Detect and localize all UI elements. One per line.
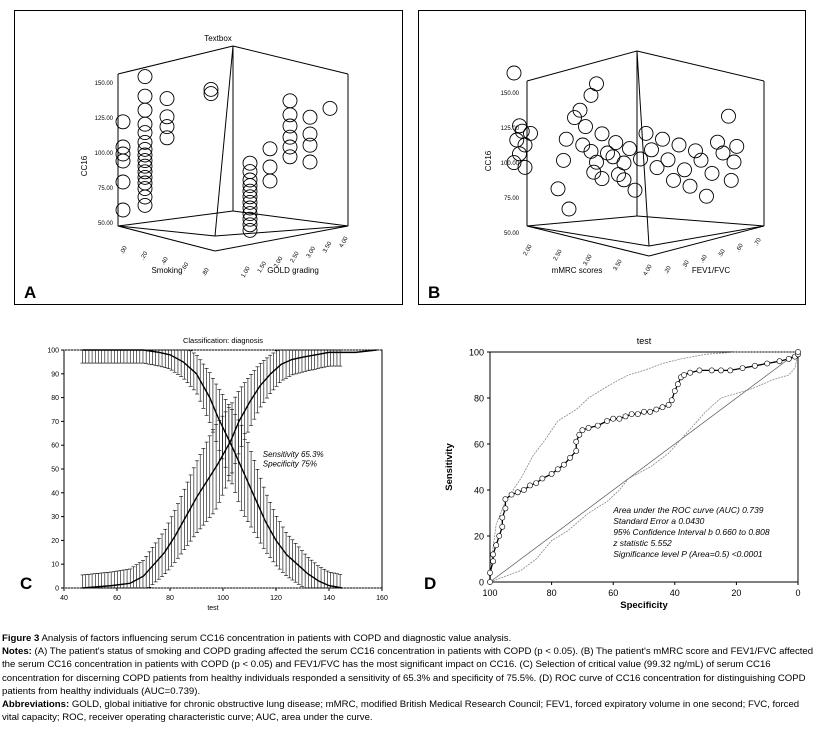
x-tick-label: 40 (60, 595, 68, 602)
roc-point (490, 559, 495, 564)
y-tick-label: 50 (51, 466, 59, 474)
data-point (724, 173, 738, 187)
roc-point (728, 368, 733, 373)
data-point (138, 198, 152, 212)
y-tick-label: 20 (473, 531, 484, 542)
x-tick-label: 60 (608, 588, 619, 598)
roc-point (503, 506, 508, 511)
annotation-0: Sensitivity 65.3% (262, 450, 324, 460)
box-edge (215, 226, 348, 236)
abbreviations-text: GOLD, global initiative for chronic obstructive lung disease; mMRC, modified British Medical Research Council; FEV1, forced expiratory volume in one second; FVC, forced vital capacity; ROC, receiver operating characteristic curve; AUC, area under the curve. (2, 699, 800, 724)
scatter-3d-mmrc-fev1 (419, 11, 805, 304)
data-point (283, 150, 297, 164)
box-edge (527, 51, 637, 81)
data-point (507, 66, 521, 80)
y-tick-label: 70 (51, 418, 59, 426)
specificity-line (83, 350, 343, 588)
z-tick-label: 4.00 (338, 235, 350, 250)
y-tick-label: 20 (51, 537, 59, 545)
roc-point (604, 418, 609, 423)
data-point (138, 70, 152, 84)
panel-label-b: B (428, 283, 441, 302)
y-tick-label: 100 (47, 347, 59, 355)
roc-curve-plot (418, 330, 804, 616)
roc-point (567, 455, 572, 460)
y-tick-label: 75.00 (503, 196, 519, 202)
roc-point (595, 423, 600, 428)
roc-point (688, 370, 693, 375)
roc-point (666, 402, 671, 407)
chart-title: test (636, 336, 652, 346)
z-tick-label: 1.50 (256, 260, 268, 275)
data-point (562, 202, 576, 216)
data-point (204, 87, 218, 101)
data-point (138, 89, 152, 103)
y-axis-label: CC16 (484, 150, 493, 172)
x-axis-label: Specificity (620, 600, 668, 611)
z-tick-label: .70 (753, 237, 763, 248)
y-tick-label: 30 (51, 514, 59, 522)
x-axis-label: Smoking (151, 266, 183, 275)
x-tick-label: 100 (482, 588, 498, 598)
panel-c (14, 330, 401, 616)
x-tick-label: 3.50 (612, 258, 624, 273)
data-point (667, 173, 681, 187)
data-point (683, 179, 697, 193)
data-point (700, 189, 714, 203)
data-point (661, 153, 675, 167)
box-edge (215, 46, 233, 236)
roc-point (675, 382, 680, 387)
data-point (303, 110, 317, 124)
y-tick-label: 60 (51, 442, 59, 450)
data-point (557, 153, 571, 167)
caption-notes (2, 645, 818, 698)
x-tick-label: .00 (119, 245, 129, 256)
data-point (628, 183, 642, 197)
data-point (138, 190, 152, 204)
roc-point (765, 361, 770, 366)
x-tick-label: 60 (113, 595, 121, 602)
data-point (617, 156, 631, 170)
data-point (263, 174, 277, 188)
notes-text: (A) The patient's status of smoking and COPD grading affected the serum CC16 concentration in patients with COPD (p < 0.05). (B) The patient's mMRC score and FEV1/FVC affected the serum CC16 concentration in patients with COPD (p < 0.05) and FEV1/FVC has the most significant impact on CC16. (C) Selection of critical value (99.32 ng/mL) of serum CC16 concentration for discerning COPD patients from healthy individuals responded a sensitivity of 65.3% and specificity of 75.5%. (D) ROC curve of CC16 concentration for distinguishing COPD patients from healthy individuals (AUC=0.739). (2, 646, 814, 697)
data-point (204, 82, 218, 96)
roc-point (577, 432, 582, 437)
roc-point (500, 515, 505, 520)
data-point (303, 155, 317, 169)
classification-plot (14, 330, 401, 616)
x-tick-label: 4.00 (642, 263, 654, 278)
roc-point (515, 490, 520, 495)
stat-line-0: Area under the ROC curve (AUC) 0.739 (613, 505, 764, 515)
z-tick-label: 2.50 (289, 250, 301, 265)
x-tick-label: 80 (166, 595, 174, 602)
stat-line-3: z statistic 5.552 (613, 538, 672, 548)
roc-point (500, 524, 505, 529)
y-tick-label: 100 (468, 347, 484, 358)
y-tick-label: 75.00 (97, 186, 113, 192)
z-tick-label: 1.00 (240, 265, 252, 280)
x-tick-label: 0 (795, 588, 801, 598)
y-tick-label: 40 (51, 490, 59, 498)
box-edge (649, 226, 764, 246)
data-point (559, 132, 573, 146)
notes-label: Notes: (2, 646, 32, 658)
roc-point (540, 476, 545, 481)
annotation-1: Specificity 75% (262, 459, 317, 469)
box-edge (527, 226, 649, 246)
roc-point (669, 398, 674, 403)
box-edge (118, 46, 233, 74)
y-tick-label: 0 (55, 585, 59, 593)
x-tick-label: .40 (160, 256, 170, 267)
panel-label-c: C (20, 574, 33, 593)
data-point (138, 117, 152, 131)
roc-point (740, 366, 745, 371)
y-tick-label: 90 (51, 371, 59, 379)
chart-title: Textbox (204, 34, 232, 43)
y-tick-label: 50.00 (503, 231, 519, 237)
data-point (678, 163, 692, 177)
data-point (609, 136, 623, 150)
data-point (160, 92, 174, 106)
x-tick-label: 120 (270, 595, 282, 602)
figure-label: Figure 3 (2, 633, 40, 644)
x-tick-label: 3.00 (582, 253, 594, 268)
stat-line-1: Standard Error a 0.0430 (613, 516, 705, 526)
roc-point (697, 368, 702, 373)
x-tick-label: 20 (731, 588, 742, 598)
panel-label-d: D (424, 574, 437, 593)
y-tick-label: 80 (51, 395, 59, 403)
roc-point (795, 349, 800, 354)
data-point (283, 119, 297, 133)
x-tick-label: 2.50 (552, 248, 564, 263)
data-point (551, 182, 565, 196)
x-tick-label: .60 (180, 261, 191, 273)
roc-point (672, 389, 677, 394)
y-tick-label: 150.00 (94, 81, 113, 87)
z-tick-label: 3.00 (305, 245, 317, 260)
x-axis-label: mMRC scores (551, 266, 603, 275)
sensitivity-line (83, 350, 377, 588)
data-point (722, 109, 736, 123)
z-tick-label: .50 (717, 248, 727, 259)
data-point (590, 155, 604, 169)
data-point (617, 173, 631, 187)
stat-line-2: 95% Confidence Interval b 0.660 to 0.808 (613, 527, 770, 537)
y-axis-label: Sensitivity (444, 443, 455, 491)
caption-abbreviations (2, 698, 818, 724)
data-point (590, 77, 604, 91)
box-edge (637, 51, 764, 81)
box-edge (233, 46, 348, 74)
data-point (524, 126, 538, 140)
caption-title (2, 632, 818, 645)
roc-point (623, 414, 628, 419)
y-tick-label: 100.00 (500, 161, 519, 167)
roc-point (586, 425, 591, 430)
data-point (518, 160, 532, 174)
y-tick-label: 80 (473, 393, 484, 404)
data-point (705, 166, 719, 180)
y-tick-label: 40 (473, 485, 484, 496)
chart-title: Classification: diagnosis (182, 336, 264, 345)
x-tick-label: .80 (201, 267, 211, 278)
roc-point (777, 359, 782, 364)
box-edge (637, 216, 764, 226)
roc-point (509, 492, 514, 497)
box-edge (118, 226, 215, 236)
x-tick-label: 140 (323, 595, 335, 602)
roc-point (561, 462, 566, 467)
data-point (263, 160, 277, 174)
roc-point (580, 428, 585, 433)
roc-point (534, 481, 539, 486)
box-edge (527, 216, 637, 226)
roc-point (654, 407, 659, 412)
roc-point (629, 412, 634, 417)
panel-a (14, 10, 403, 305)
abbreviations-label: Abbreviations: (2, 699, 70, 711)
roc-point (681, 372, 686, 377)
plot-frame (64, 350, 382, 588)
roc-point (709, 368, 714, 373)
x-tick-label: 40 (669, 588, 680, 598)
y-tick-label: 60 (473, 439, 484, 450)
x-tick-label: 100 (217, 595, 229, 602)
x-tick-label: .20 (139, 250, 150, 262)
x-axis-label: test (207, 605, 219, 612)
data-point (634, 152, 648, 166)
roc-point (574, 439, 579, 444)
data-point (639, 126, 653, 140)
data-point (263, 142, 277, 156)
data-point (323, 101, 337, 115)
scatter-3d-smoking-gold (15, 11, 402, 304)
z-tick-label: .20 (663, 265, 673, 276)
y-axis-label: CC16 (80, 155, 89, 177)
roc-point (555, 467, 560, 472)
y-tick-label: 0 (478, 577, 484, 588)
y-tick-label: 125.00 (94, 116, 113, 122)
data-point (283, 94, 297, 108)
data-point (243, 165, 257, 179)
roc-point (641, 409, 646, 414)
data-point (730, 139, 744, 153)
roc-point (752, 363, 757, 368)
z-tick-label: 2.00 (273, 255, 285, 270)
box-edge (649, 226, 764, 256)
roc-point (617, 416, 622, 421)
roc-point (503, 497, 508, 502)
x-tick-label: 80 (546, 588, 557, 598)
data-point (303, 127, 317, 141)
z-tick-label: .30 (681, 259, 691, 271)
data-point (138, 103, 152, 117)
z-tick-label: 3.50 (322, 240, 334, 255)
z-tick-label: .60 (735, 242, 745, 254)
data-point (656, 132, 670, 146)
data-point (243, 156, 257, 170)
y-tick-label: 100.00 (94, 151, 113, 157)
roc-point (648, 409, 653, 414)
data-point (160, 120, 174, 134)
data-point (595, 127, 609, 141)
data-point (645, 143, 659, 157)
box-edge (118, 226, 215, 251)
roc-point (521, 487, 526, 492)
data-point (303, 138, 317, 152)
box-edge (527, 226, 649, 256)
x-tick-label: 160 (376, 595, 388, 602)
z-axis-label: FEV1/FVC (691, 266, 731, 275)
x-tick-label: 2.00 (522, 243, 534, 258)
z-axis-label: GOLD grading (267, 266, 319, 275)
roc-point (635, 412, 640, 417)
y-tick-label: 10 (51, 561, 59, 569)
roc-point (786, 356, 791, 361)
y-tick-label: 50.00 (97, 221, 113, 227)
data-point (160, 131, 174, 145)
data-point (711, 135, 725, 149)
roc-point (490, 552, 495, 557)
roc-point (494, 543, 499, 548)
panel-d (418, 330, 804, 616)
roc-point (497, 533, 502, 538)
roc-point (574, 448, 579, 453)
roc-point (487, 570, 492, 575)
y-tick-label: 125.00 (500, 126, 519, 132)
y-tick-label: 150.00 (500, 91, 519, 97)
roc-point (611, 416, 616, 421)
data-point (579, 120, 593, 134)
panel-b (418, 10, 806, 305)
roc-point (527, 483, 532, 488)
figure-caption (2, 632, 818, 724)
roc-point (549, 471, 554, 476)
roc-point (718, 368, 723, 373)
data-point (672, 138, 686, 152)
roc-point (660, 405, 665, 410)
data-point (727, 155, 741, 169)
data-point (623, 142, 637, 156)
data-point (283, 108, 297, 122)
z-tick-label: .40 (699, 254, 709, 265)
figure-title: Analysis of factors influencing serum CC16 concentration in patients with COPD and diagnostic value analysis. (39, 633, 512, 644)
roc-point (487, 579, 492, 584)
panel-label-a: A (24, 283, 37, 302)
stat-line-4: Significance level P (Area=0.5) <0.0001 (613, 549, 763, 559)
